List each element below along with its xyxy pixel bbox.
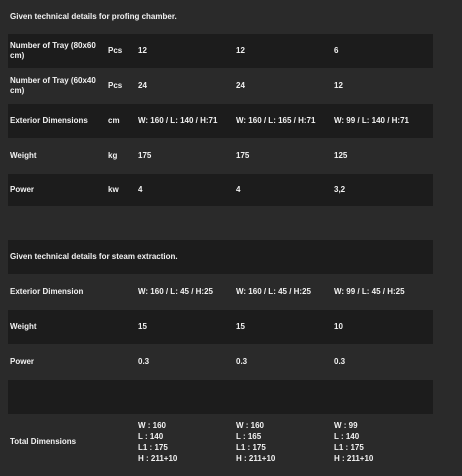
row-value-1: W: 160 / L: 140 / H:71 bbox=[138, 116, 218, 125]
row-label: Number of Tray (60x40 cm) bbox=[10, 76, 96, 95]
row-value-2: 15 bbox=[236, 322, 245, 331]
table-row bbox=[8, 69, 433, 103]
row-value-3: 125 bbox=[334, 151, 348, 160]
row-value-1: 15 bbox=[138, 322, 147, 331]
row-label: Power bbox=[10, 357, 35, 366]
row-value-3: 10 bbox=[334, 322, 343, 331]
row-value-3: W: 99 / L: 140 / H:71 bbox=[334, 116, 409, 125]
table-row bbox=[8, 345, 433, 379]
row-value-1: 24 bbox=[138, 81, 147, 90]
row-value-3: 3,2 bbox=[334, 185, 346, 194]
row-value-1: W : 160 L : 140 L1 : 175 H : 211+10 bbox=[138, 421, 178, 463]
row-value-2: 4 bbox=[236, 185, 241, 194]
row-value-2: 12 bbox=[236, 46, 245, 55]
row-value-2: 0.3 bbox=[236, 357, 248, 366]
row-value-3: W : 99 L : 140 L1 : 175 H : 211+10 bbox=[334, 421, 374, 463]
row-value-3: 12 bbox=[334, 81, 343, 90]
row-label: Weight bbox=[10, 322, 37, 331]
row-label: Power bbox=[10, 185, 35, 194]
row-value-2: W: 160 / L: 45 / H:25 bbox=[236, 287, 311, 296]
row-value-3: 0.3 bbox=[334, 357, 346, 366]
row-value-1: 4 bbox=[138, 185, 143, 194]
row-unit: kg bbox=[108, 151, 118, 160]
row-unit: kw bbox=[108, 185, 119, 194]
table-row bbox=[8, 174, 433, 206]
row-value-3: W: 99 / L: 45 / H:25 bbox=[334, 287, 405, 296]
section1-title: Given technical details for profing chamber. bbox=[10, 12, 177, 21]
section1-title-row bbox=[8, 8, 433, 26]
table-row bbox=[8, 104, 433, 138]
row-label: Exterior Dimensions bbox=[10, 116, 88, 125]
row-unit: cm bbox=[108, 116, 120, 125]
row-unit: Pcs bbox=[108, 81, 123, 90]
row-value-1: 0.3 bbox=[138, 357, 150, 366]
section2-title-row bbox=[8, 240, 433, 274]
row-value-2: W: 160 / L: 165 / H:71 bbox=[236, 116, 316, 125]
row-value-1: 175 bbox=[138, 151, 152, 160]
row-value-2: 175 bbox=[236, 151, 250, 160]
row-label: Total Dimensions bbox=[10, 437, 77, 446]
table-row bbox=[8, 310, 433, 344]
row-value-1: 12 bbox=[138, 46, 147, 55]
table-row bbox=[8, 275, 433, 309]
table-row bbox=[8, 139, 433, 173]
row-label: Weight bbox=[10, 151, 37, 160]
row-value-1: W: 160 / L: 45 / H:25 bbox=[138, 287, 213, 296]
empty-row bbox=[8, 380, 433, 414]
row-value-2: W : 160 L : 165 L1 : 175 H : 211+10 bbox=[236, 421, 276, 463]
row-label: Number of Tray (80x60 cm) bbox=[10, 41, 96, 60]
table-row bbox=[8, 34, 433, 68]
section2-title: Given technical details for steam extraction. bbox=[10, 252, 178, 261]
row-value-3: 6 bbox=[334, 46, 339, 55]
total-dimensions-row bbox=[8, 414, 433, 470]
row-value-2: 24 bbox=[236, 81, 245, 90]
row-unit: Pcs bbox=[108, 46, 123, 55]
row-label: Exterior Dimension bbox=[10, 287, 84, 296]
